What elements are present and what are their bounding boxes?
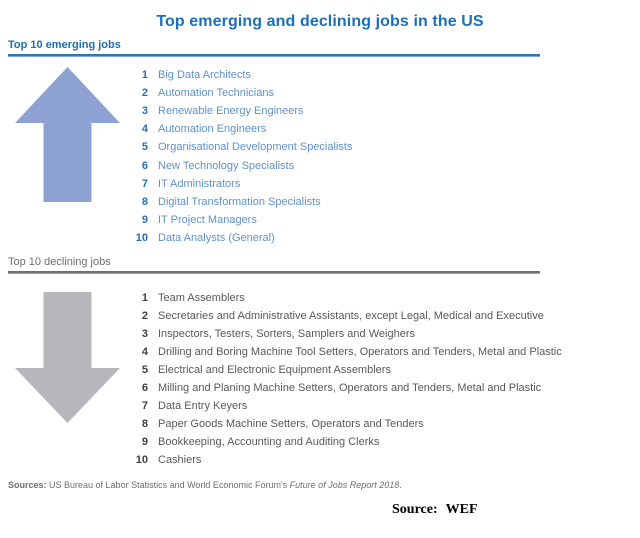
list-item <box>130 229 352 247</box>
list-item <box>130 415 562 433</box>
job-title: Inspectors, Testers, Sorters, Samplers and Weighers <box>158 328 415 340</box>
list-item <box>130 156 352 174</box>
job-title: Electrical and Electronic Equipment Assemblers <box>158 364 391 376</box>
job-title: Milling and Planing Machine Setters, Operators and Tenders, Metal and Plastic <box>158 382 542 394</box>
job-title: Renewable Energy Engineers <box>158 105 304 118</box>
job-title: Big Data Architects <box>158 69 251 82</box>
emerging-jobs-list <box>130 66 352 247</box>
rank-number: 10 <box>135 454 148 466</box>
job-title: Paper Goods Machine Setters, Operators and Tenders <box>158 418 424 430</box>
job-title: Cashiers <box>158 454 202 466</box>
emerging-section-label: Top 10 emerging jobs <box>8 39 121 51</box>
rank-number: 8 <box>141 418 148 430</box>
rank-number: 1 <box>141 69 148 82</box>
rank-number: 10 <box>135 231 148 244</box>
rank-number: 3 <box>141 328 148 340</box>
declining-jobs-list <box>130 289 562 469</box>
source-attribution <box>392 502 478 518</box>
list-item <box>130 451 562 469</box>
list-item <box>130 211 352 229</box>
list-item <box>130 397 562 415</box>
list-item <box>130 361 562 379</box>
list-item <box>130 379 562 397</box>
job-title: Digital Transformation Specialists <box>158 195 321 208</box>
list-item <box>130 120 352 138</box>
page-title: Top emerging and declining jobs in the US <box>156 13 484 30</box>
rank-number: 6 <box>141 159 148 172</box>
up-arrow-shape <box>15 67 120 202</box>
up-arrow-icon <box>15 67 120 207</box>
sources-note <box>8 480 402 490</box>
rank-number: 5 <box>141 364 148 376</box>
rank-number: 4 <box>141 123 148 136</box>
list-item <box>130 343 562 361</box>
job-title: Automation Technicians <box>158 87 274 100</box>
list-item <box>130 138 352 156</box>
rank-number: 6 <box>141 382 148 394</box>
job-title: Drilling and Boring Machine Tool Setters, Operators and Tenders, Metal and Plastic <box>158 346 562 358</box>
list-item <box>130 66 352 84</box>
rank-number: 2 <box>141 310 148 322</box>
rank-number: 9 <box>141 213 148 226</box>
rank-number: 7 <box>141 400 148 412</box>
list-item <box>130 289 562 307</box>
down-arrow-icon <box>15 292 120 428</box>
job-title: Secretaries and Administrative Assistants, except Legal, Medical and Executive <box>158 310 544 322</box>
list-item <box>130 433 562 451</box>
job-title: Bookkeeping, Accounting and Auditing Clerks <box>158 436 380 448</box>
job-title: IT Project Managers <box>158 213 257 226</box>
sources-text: US Bureau of Labor Statistics and World Economic Forum's <box>46 480 290 490</box>
list-item <box>130 193 352 211</box>
rank-number: 9 <box>141 436 148 448</box>
list-item <box>130 84 352 102</box>
job-title: Data Analysts (General) <box>158 231 275 244</box>
rank-number: 8 <box>141 195 148 208</box>
sources-report-title: Future of Jobs Report 2018 <box>289 480 400 490</box>
down-arrow-shape <box>15 292 120 423</box>
rank-number: 2 <box>141 87 148 100</box>
emerging-section-divider <box>8 54 540 57</box>
declining-section-divider <box>8 271 540 274</box>
job-title: Data Entry Keyers <box>158 400 248 412</box>
rank-number: 7 <box>141 177 148 190</box>
sources-period: . <box>399 480 402 490</box>
list-item <box>130 175 352 193</box>
list-item <box>130 325 562 343</box>
job-title: IT Administrators <box>158 177 241 190</box>
source-value: WEF <box>445 502 478 517</box>
sources-label: Sources: <box>8 480 47 490</box>
list-item <box>130 102 352 120</box>
rank-number: 4 <box>141 346 148 358</box>
job-title: New Technology Specialists <box>158 159 295 172</box>
rank-number: 1 <box>141 292 148 304</box>
rank-number: 5 <box>141 141 148 154</box>
job-title: Organisational Development Specialists <box>158 141 353 154</box>
rank-number: 3 <box>141 105 148 118</box>
job-title: Automation Engineers <box>158 123 267 136</box>
declining-section-label: Top 10 declining jobs <box>8 256 111 268</box>
source-label: Source: <box>392 502 438 517</box>
job-title: Team Assemblers <box>158 292 245 304</box>
list-item <box>130 307 562 325</box>
